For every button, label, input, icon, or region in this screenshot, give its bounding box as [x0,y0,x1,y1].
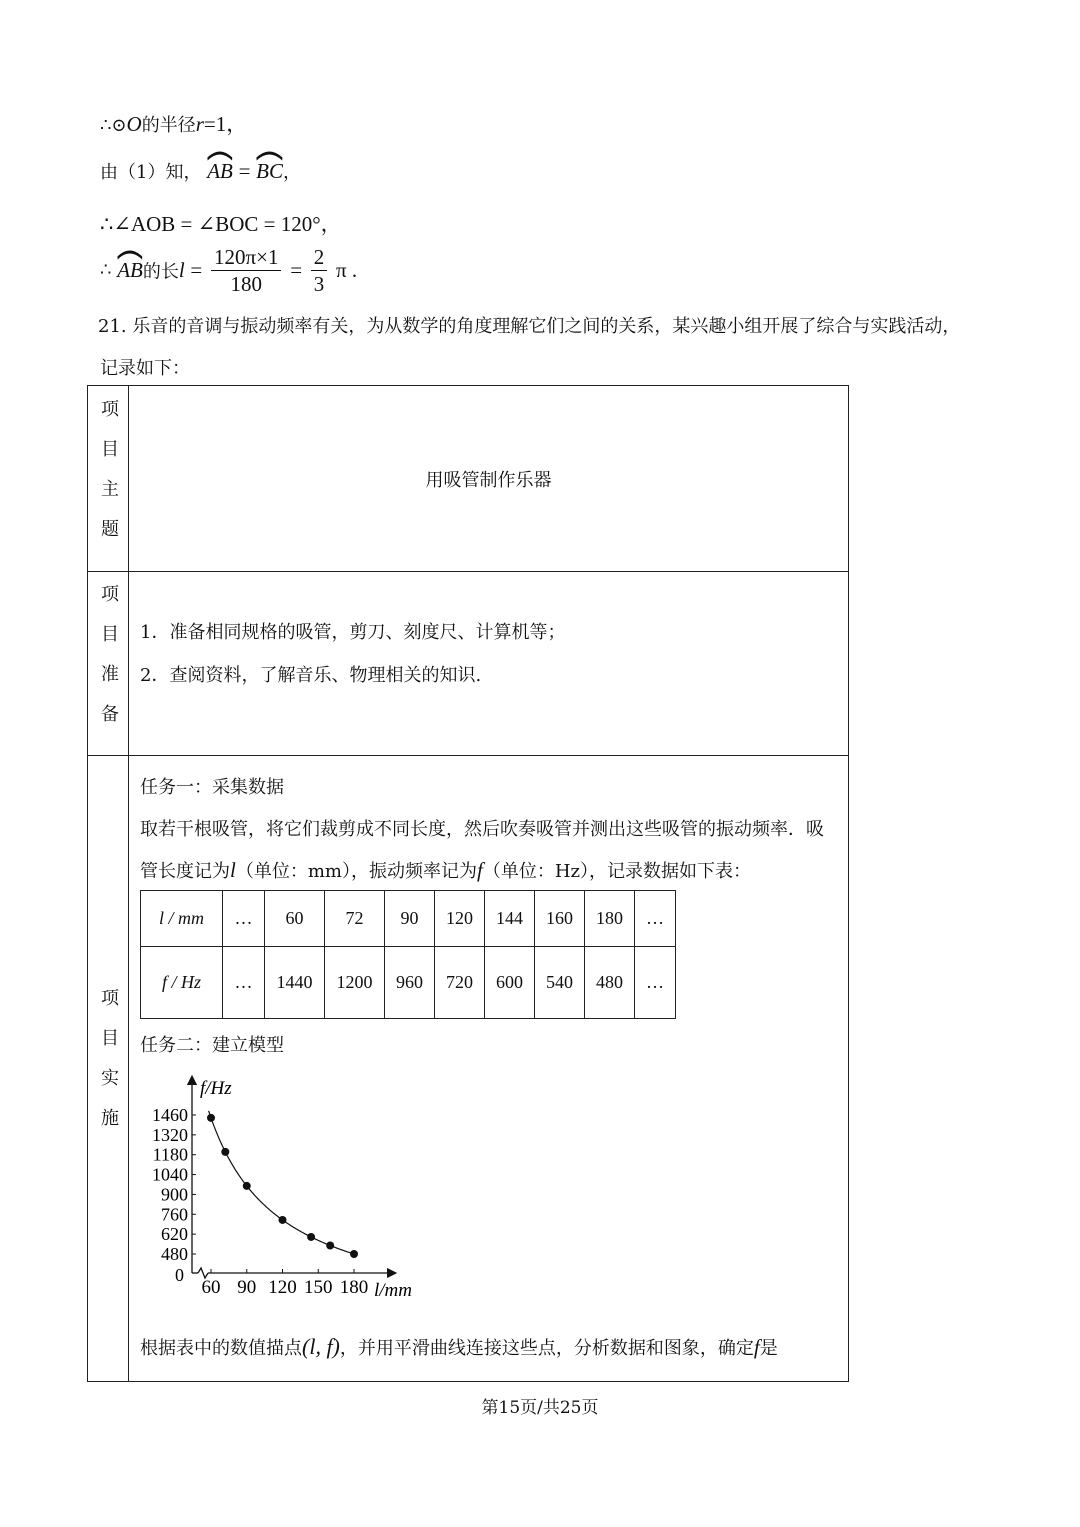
task2-title: 任务二：建立模型 [140,1035,284,1056]
table-cell: 180 [585,891,635,947]
arc-mark-icon [117,249,143,259]
arc-mark-icon [207,150,233,160]
page-footer: 第15页/共25页 [481,1398,599,1418]
y-tick-label: 900 [161,1184,188,1205]
data-point [279,1216,287,1224]
project-topic-row [88,386,848,571]
x-tick-label: 150 [304,1277,333,1298]
y-tick-label: 760 [161,1204,188,1225]
project-topic: 用吸管制作乐器 [425,469,552,491]
given-prefix: 由（1）知， [100,162,202,183]
table-cell: … [635,947,676,1019]
y-tick-label: 1040 [152,1164,188,1185]
table-cell: 540 [535,947,585,1019]
y-tick-label: 1460 [152,1105,188,1125]
table-cell: 90 [385,891,435,947]
task2-text: 根据表中的数值描点(l, f)，并用平滑曲线连接这些点，分析数据和图象，确定f是 [140,1334,778,1359]
y-tick-label: 1180 [152,1144,188,1165]
solution-line-3 [100,208,342,238]
task1-title: 任务一：采集数据 [140,777,284,798]
impl-label-cell [88,756,129,1381]
table-row-frequency [141,947,676,1019]
table-cell: 720 [435,947,485,1019]
y-axis-label: f/Hz [200,1078,232,1099]
therefore: ∴ [100,259,112,281]
prep-label-cell [88,572,129,755]
solution-line-1 [100,108,247,138]
frequency-length-chart [130,1070,440,1305]
table-row-length [141,891,676,947]
table-cell: 960 [385,947,435,1019]
data-point [326,1241,334,1249]
arc-mark-icon [256,150,283,160]
table-cell: … [223,947,265,1019]
table-cell: 1200 [325,947,385,1019]
data-point [207,1114,215,1122]
equals: = [238,159,251,183]
radius-symbol: r [195,112,204,136]
prep-content-cell [129,572,848,755]
table-cell: 1440 [265,947,325,1019]
length-symbol: l [178,258,185,282]
task1-line-1: 取若干根吸管，将它们裁剪成不同长度，然后吹奏吸管并测出这些吸管的振动频率．吸 [140,819,824,840]
comma: ， [283,162,301,183]
table-cell: 160 [535,891,585,947]
row-header-frequency: f / Hz [141,947,223,1019]
solution-line-2 [100,158,301,184]
data-point [243,1182,251,1190]
y-tick-label: 620 [161,1224,188,1245]
table-cell: 120 [435,891,485,947]
impl-label: 项目实施 [98,988,119,1148]
fit-curve [209,1111,357,1255]
data-point [307,1233,315,1241]
x-tick-label: 180 [339,1277,369,1298]
therefore-circle: ∴⊙ [100,115,127,136]
pi-result: π . [336,258,358,282]
data-point [221,1148,229,1156]
fraction-1: $\frac{120\pi\times 1}{180}$ [211,244,281,297]
x-tick-label: 120 [268,1277,297,1298]
angle-equation: ∴∠AOB = ∠BOC = 120°， [100,212,342,236]
table-cell: 480 [585,947,635,1019]
x-tick-label: 90 [237,1277,257,1298]
circle-name: O [126,112,142,136]
equals: = [190,258,203,282]
topic-label: 项目主题 [98,398,119,559]
table-cell: 600 [485,947,535,1019]
prep-item-1: 1．准备相同规格的吸管，剪刀、刻度尺、计算机等； [140,622,566,643]
x-axis-label: l/mm [374,1280,412,1301]
topic-label-cell [88,386,129,571]
prep-item-2: 2．查阅资料，了解音乐、物理相关的知识. [140,665,482,686]
point-notation: (l, f) [302,1334,340,1359]
origin-label: 0 [175,1265,184,1285]
length-text: 的长 [142,261,179,283]
y-tick-label: 1320 [152,1124,188,1145]
table-cell: 60 [265,891,325,947]
data-point [350,1250,358,1258]
length-variable: l [230,858,236,882]
table-cell: … [635,891,676,947]
y-tick-label: 480 [161,1244,188,1264]
task1-line-2: 管长度记为l（单位：mm），振动频率记为f（单位：Hz），记录数据如下表： [140,858,752,882]
table-cell: 144 [485,891,535,947]
data-table [140,890,676,1019]
table-cell: 72 [325,891,385,947]
question-line-1: 21. 乐音的音调与振动频率有关，为从数学的角度理解它们之间的关系，某兴趣小组开展了综合与实践活动， [98,316,961,337]
fraction-2: $\frac{2}{3}$ [311,244,328,297]
equals: = [290,258,303,282]
solution-line-4 [100,244,357,297]
x-tick-label: 60 [201,1277,221,1298]
frequency-variable: f [476,858,483,882]
frequency-variable: f [753,1335,760,1359]
row-header-length: l / mm [141,891,223,947]
prep-label: 项目准备 [98,583,119,744]
topic-content-cell [129,386,848,571]
radius-text: 的半径 [141,115,196,136]
arc-bc: BC [256,159,283,184]
radius-value: =1， [203,112,248,136]
table-cell: … [223,891,265,947]
arc-ab-length: AB [117,258,143,283]
question-line-2: 记录如下： [100,358,190,379]
project-prep-row [88,571,848,755]
arc-ab: AB [207,159,233,184]
